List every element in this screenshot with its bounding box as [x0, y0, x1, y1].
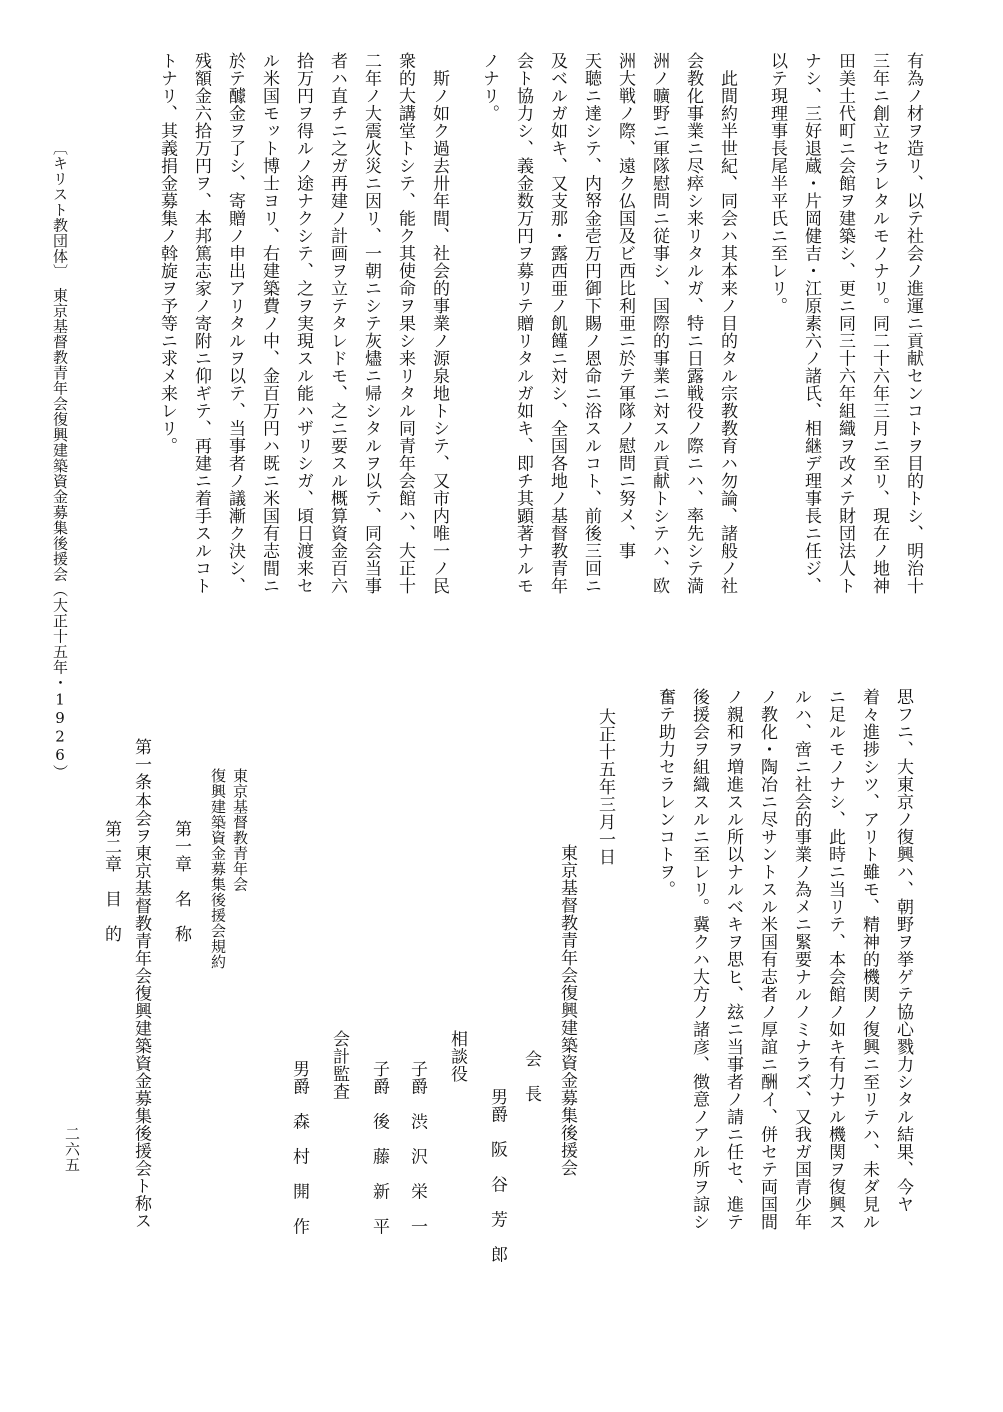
text-column: 衆的大講堂トシテ、能ク其使命ヲ果シ来リタル同青年会館ハ、大正十 [395, 52, 415, 595]
text-column: ナシ、三好退蔵・片岡健吉・江原素六ノ諸氏、相継デ理事長ニ任ジ、 [801, 52, 821, 595]
officer-role: 相談役 [447, 1030, 467, 1083]
text-column: 思フニ、大東京ノ復興ハ、朝野ヲ挙ゲテ協心戮力シタル結果、今ヤ [893, 688, 913, 1213]
organization-name: 東京基督教青年会復興建築資金募集後援会 [557, 844, 577, 1177]
text-column: ルハ、啻ニ社会的事業ノ為メニ緊要ナルノミナラズ、又我ガ国青少年 [791, 688, 811, 1231]
text-column: 天聴ニ達シテ、内帑金壱万円御下賜ノ恩命ニ浴スルコト、前後三回ニ [581, 52, 601, 595]
text-column: 会ト協力シ、義金数万円ヲ募リテ贈リタルガ如キ、即チ其顕著ナルモ [513, 52, 533, 595]
text-column: 有為ノ材ヲ造リ、以テ社会ノ進運ニ貢献センコトヲ目的トシ、明治十 [903, 52, 923, 595]
text-column: 会教化事業ニ尽瘁シ来リタルガ、特ニ日露戦役ノ際ニハ、率先シテ満 [683, 52, 703, 595]
text-column: 着々進捗シツ、アリト雖モ、精神的機関ノ復興ニ至リテハ、未ダ見ル [859, 688, 879, 1231]
officer-role: 会 長 [521, 1050, 541, 1103]
chapter-heading: 第一章 名 称 [171, 820, 191, 943]
article-body: 本会ヲ東京基督教青年会復興建築資金募集後援会ト称ス [131, 792, 151, 1230]
text-column: 以テ現理事長尾半平氏ニ至レリ。 [767, 52, 787, 315]
chapter-heading: 第二章 目 的 [101, 820, 121, 943]
officer-name: 男爵 阪 谷 芳 郎 [487, 1088, 507, 1263]
text-column: 此間約半世紀、同会ハ其本来ノ目的タル宗教教育ハ勿論、諸般ノ社 [717, 52, 737, 595]
text-column: 洲ノ曠野ニ軍隊慰問ニ従事シ、国際的事業ニ対スル貢献トシテハ、欧 [649, 52, 669, 595]
officer-role: 会計監査 [329, 1030, 349, 1100]
text-column: ル米国モット博士ヨリ、右建築費ノ中、金百万円ハ既ニ米国有志間ニ [259, 52, 279, 595]
text-column: ニ足ルモノナシ、此時ニ当リテ、本会館ノ如キ有力ナル機関ヲ復興ス [825, 688, 845, 1231]
officer-name: 子爵 渋 沢 栄 一 [407, 1060, 427, 1235]
text-column: 者ハ直チニ之ガ再建ノ計画ヲ立テタレドモ、之ニ要スル概算資金百六 [327, 52, 347, 595]
text-column: 拾万円ヲ得ルノ途ナクシテ、之ヲ実現スル能ハザリシガ、頃日渡来セ [293, 52, 313, 595]
source-caption: 〔キリスト教団体〕 東京基督教青年会復興建築資金募集後援会（大正十五年・1926） [51, 140, 69, 780]
text-column: 残額金六拾万円ヲ、本邦篤志家ノ寄附ニ仰ギテ、再建ニ着手スルコト [191, 52, 211, 595]
officer-name: 子爵 後 藤 新 平 [369, 1060, 389, 1235]
rules-title: 復興建築資金募集後援会規約 [209, 768, 227, 970]
text-column: 田美土代町ニ会館ヲ建築シ、更ニ同三十六年組織ヲ改メテ財団法人ト [835, 52, 855, 595]
text-column: 奮テ助力セラレンコトヲ。 [655, 688, 675, 898]
text-column: 及ベルガ如キ、又支那・露西亜ノ飢饉ニ対シ、全国各地ノ基督教青年 [547, 52, 567, 595]
page-number: 二六五 [63, 1126, 81, 1173]
text-column: ノ親和ヲ増進スル所以ナルベキヲ思ヒ、玆ニ当事者ノ請ニ任セ、進テ [723, 688, 743, 1231]
document-date: 大正十五年三月一日 [595, 708, 615, 866]
text-column: ノ教化・陶冶ニ尽サントスル米国有志者ノ厚誼ニ酬イ、併セテ両国間 [757, 688, 777, 1231]
text-column: 後援会ヲ組織スルニ至レリ。冀クハ大方ノ諸彦、徴意ノアル所ヲ諒シ [689, 688, 709, 1231]
text-column: トナリ、其義捐金募集ノ斡旋ヲ予等ニ求メ来レリ。 [157, 52, 177, 455]
officer-name: 男爵 森 村 開 作 [289, 1060, 309, 1235]
text-column: 斯ノ如ク過去卅年間、社会的事業ノ源泉地トシテ、又市内唯一ノ民 [429, 52, 449, 595]
text-column: ノナリ。 [479, 52, 499, 122]
rules-title: 東京基督教青年会 [231, 768, 249, 892]
article-head: 第一条 [131, 738, 151, 791]
text-column: 二年ノ大震火災ニ因リ、一朝ニシテ灰燼ニ帰シタルヲ以テ、同会当事 [361, 52, 381, 595]
text-column: 於テ醵金ヲ了シ、寄贈ノ申出アリタルヲ以テ、当事者ノ議漸ク決シ、 [225, 52, 245, 595]
text-column: 三年ニ創立セラレタルモノナリ。同二十六年三月ニ至リ、現在ノ地神 [869, 52, 889, 595]
text-column: 洲大戦ノ際、遠ク仏国及ビ西比利亜ニ於テ軍隊ノ慰問ニ努メ、事 [615, 52, 635, 560]
